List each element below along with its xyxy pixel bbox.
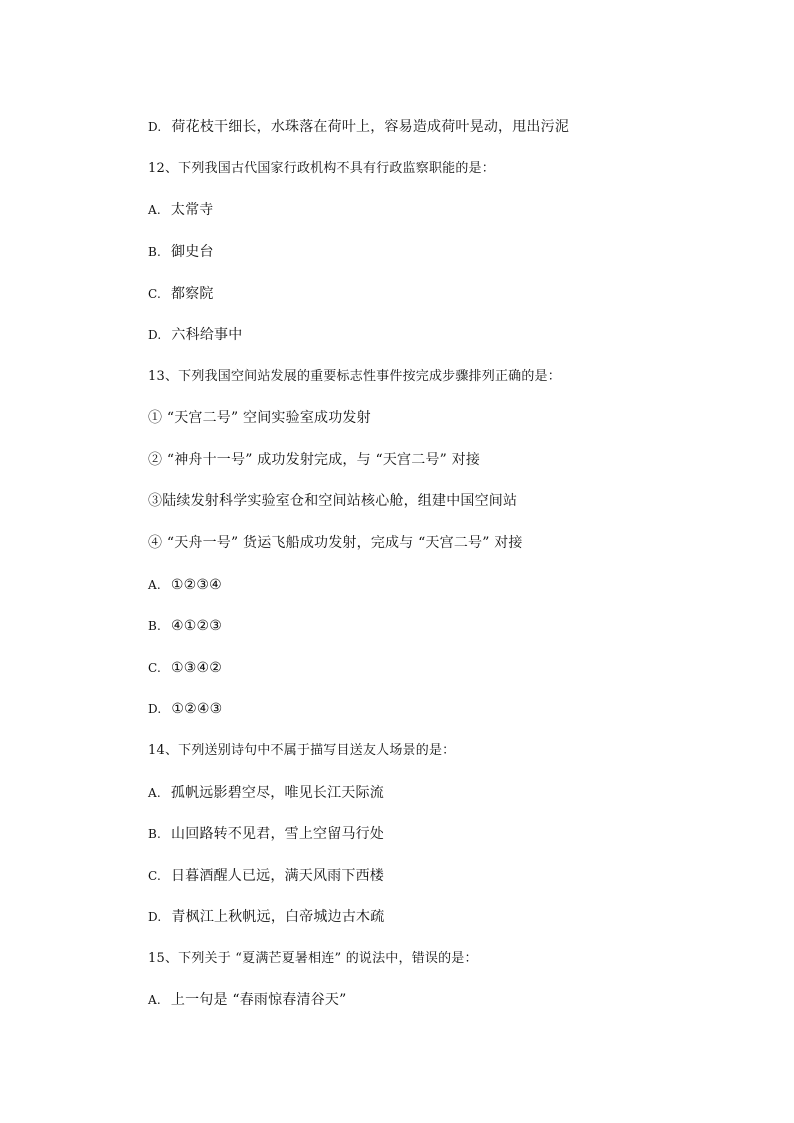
question-text: 13、下列我国空间站发展的重要标志性事件按完成步骤排列正确的是： (148, 369, 561, 384)
option-text: 六科给事中 (171, 327, 243, 343)
option-text: ①③④② (170, 660, 222, 676)
event-text: ① “天宫二号” 空间实验室成功发射 (148, 410, 371, 426)
option-a-q13 (148, 576, 222, 594)
question-text: 12、下列我国古代国家行政机构不具有行政监察职能的是： (148, 161, 495, 176)
option-text: ①②③④ (170, 577, 222, 593)
option-text: 荷花枝干细长，水珠落在荷叶上，容易造成荷叶晃动，甩出污泥 (171, 119, 570, 135)
option-label: B. (148, 245, 162, 259)
option-b-q13 (148, 617, 222, 635)
option-text: ①②④③ (171, 701, 223, 717)
event-2 (148, 451, 480, 469)
option-label: B. (148, 619, 162, 633)
option-label: C. (148, 287, 161, 301)
option-text: 青枫江上秋帆远，白帝城边古木疏 (171, 909, 385, 925)
question-12 (148, 160, 495, 178)
option-label: A. (148, 203, 161, 217)
option-text: 日暮酒醒人已远，满天风雨下西楼 (170, 868, 384, 884)
event-text: ③陆续发射科学实验室仓和空间站核心舱，组建中国空间站 (148, 493, 518, 509)
question-text: 15、下列关于 “夏满芒夏暑相连” 的说法中，错误的是： (148, 951, 478, 966)
option-label: D. (148, 120, 162, 134)
option-c-q12 (148, 285, 214, 303)
option-label: A. (148, 786, 161, 800)
option-a-q12 (148, 201, 214, 219)
option-text: 太常寺 (170, 202, 214, 218)
option-label: A. (148, 578, 161, 592)
option-text: 孤帆远影碧空尽，唯见长江天际流 (170, 785, 384, 801)
option-text: 上一句是 “春雨惊春清谷天” (170, 992, 347, 1008)
question-15 (148, 950, 478, 968)
option-label: D. (148, 702, 162, 716)
option-a-q15 (148, 991, 346, 1009)
option-d-q11 (148, 118, 569, 136)
option-d-q12 (148, 326, 242, 344)
option-label: C. (148, 661, 161, 675)
option-label: A. (148, 993, 161, 1007)
event-text: ② “神舟十一号” 成功发射完成，与 “天宫二号” 对接 (148, 452, 481, 468)
option-label: B. (148, 827, 162, 841)
option-d-q13 (148, 700, 222, 718)
option-d-q14 (148, 908, 384, 926)
option-label: C. (148, 869, 161, 883)
question-13 (148, 368, 561, 386)
question-text: 14、下列送别诗句中不属于描写目送友人场景的是： (148, 743, 456, 758)
event-1 (148, 409, 371, 427)
option-b-q14 (148, 825, 384, 843)
option-text: ④①②③ (171, 618, 223, 634)
option-text: 御史台 (171, 244, 214, 260)
option-label: D. (148, 328, 162, 342)
option-c-q13 (148, 659, 222, 677)
option-text: 山回路转不见君，雪上空留马行处 (171, 826, 385, 842)
event-text: ④ “天舟一号” 货运飞船成功发射，完成与 “天宫二号” 对接 (148, 535, 523, 551)
option-text: 都察院 (170, 286, 214, 302)
event-3 (148, 492, 517, 510)
option-b-q12 (148, 243, 214, 261)
option-c-q14 (148, 867, 384, 885)
option-label: D. (148, 910, 162, 924)
option-a-q14 (148, 784, 384, 802)
question-14 (148, 742, 455, 760)
event-4 (148, 534, 523, 552)
